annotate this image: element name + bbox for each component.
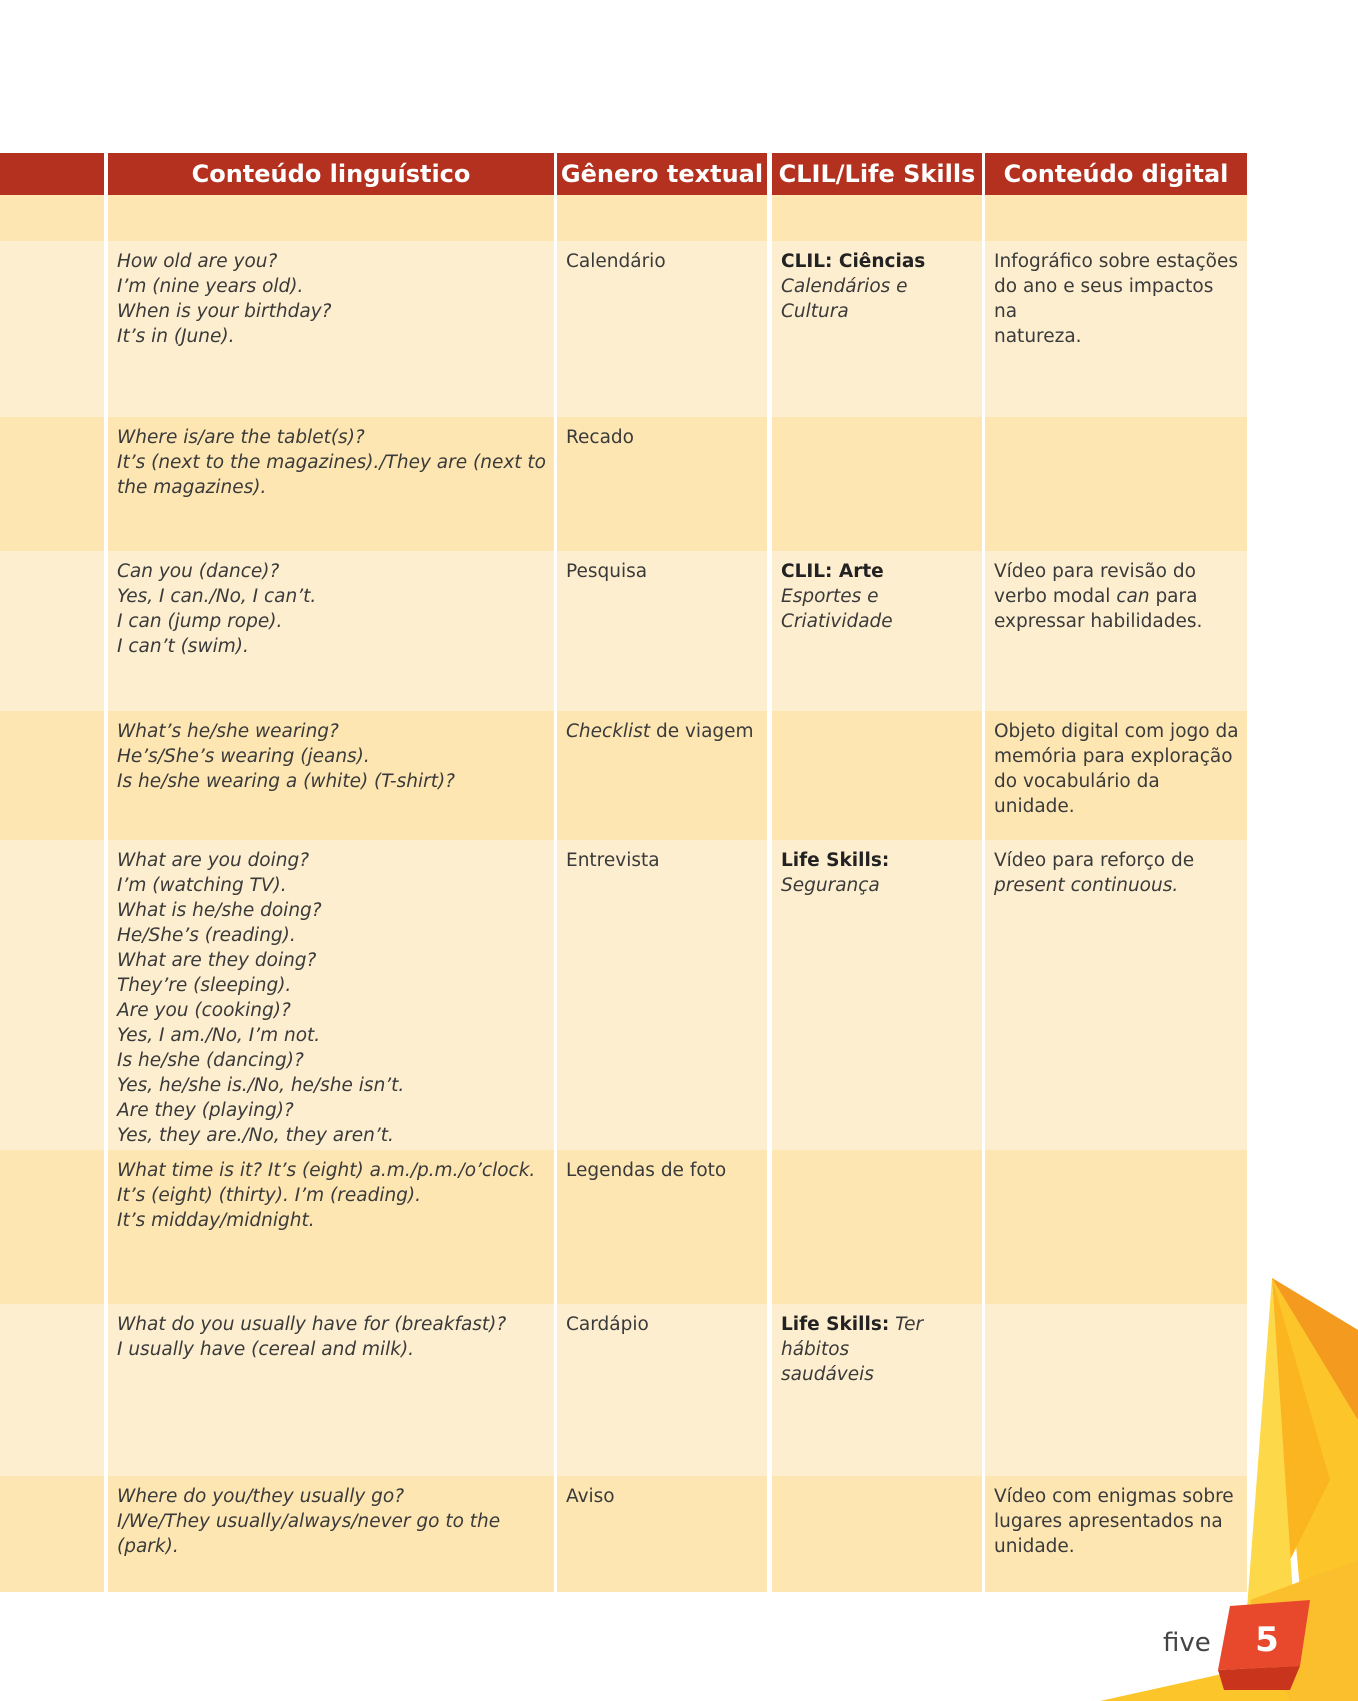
linguistic-line: Are you (cooking)? (117, 1000, 291, 1021)
row-label-cell (0, 241, 104, 417)
table-row (0, 195, 1247, 241)
linguistic-line: What time is it? It’s (eight) a.m./p.m./o’clock. (117, 1160, 536, 1181)
genre-cell (557, 1476, 767, 1592)
linguistic-line: I usually have (cereal and milk). (117, 1339, 415, 1360)
linguistic-line: I can (jump rope). (117, 611, 283, 632)
clil-line (781, 609, 974, 634)
linguistic-line: What is he/she doing? (117, 900, 322, 921)
digital-line (994, 769, 1239, 819)
digital-cell (985, 195, 1247, 241)
table-row (0, 840, 1247, 1150)
table-row (0, 241, 1247, 417)
linguistic-line: He’s/She’s wearing (jeans). (117, 746, 370, 767)
curriculum-table (0, 153, 1247, 1592)
linguistic-cell (108, 1476, 554, 1592)
row-label-cell (0, 1476, 104, 1592)
genre-line (566, 249, 759, 274)
linguistic-line: Is he/she (dancing)? (117, 1050, 304, 1071)
genre-cell (557, 1150, 767, 1304)
text-segment: Vídeo com enigmas sobre (994, 1486, 1234, 1507)
genre-line (566, 1312, 759, 1337)
header-cell-digital-content: Conteúdo digital (985, 153, 1247, 195)
table-row (0, 1304, 1247, 1476)
text-segment: Entrevista (566, 850, 660, 871)
linguistic-cell (108, 195, 554, 241)
row-label-cell (0, 711, 104, 840)
digital-cell (985, 840, 1247, 1150)
genre-cell (557, 417, 767, 551)
row-label-cell (0, 195, 104, 241)
text-segment: Infográfico sobre estações (994, 251, 1239, 272)
text-segment: lugares apresentados na (994, 1511, 1223, 1532)
clil-cell (772, 1304, 982, 1476)
digital-line (994, 873, 1239, 898)
digital-line (994, 744, 1239, 769)
linguistic-line: Can you (dance)? (117, 561, 280, 582)
linguistic-line: What’s he/she wearing? (117, 721, 339, 742)
linguistic-line: Where do you/they usually go? (117, 1486, 405, 1507)
text-segment: Life Skills: (781, 850, 890, 871)
genre-cell (557, 1304, 767, 1476)
linguistic-line: Yes, I am./No, I’m not. (117, 1025, 321, 1046)
table-row (0, 417, 1247, 551)
digital-cell (985, 1150, 1247, 1304)
text-segment: Cardápio (566, 1314, 649, 1335)
row-label-cell (0, 417, 104, 551)
linguistic-line: I’m (watching TV). (117, 875, 287, 896)
linguistic-cell (108, 840, 554, 1150)
text-segment: Life Skills: (781, 1314, 890, 1335)
digital-line (994, 719, 1239, 744)
table-row (0, 711, 1247, 840)
linguistic-line: What are they doing? (117, 950, 317, 971)
linguistic-cell (108, 1150, 554, 1304)
genre-line (566, 1158, 759, 1183)
text-segment: unidade. (994, 1536, 1075, 1557)
text-segment: saudáveis (781, 1364, 874, 1385)
clil-cell (772, 1150, 982, 1304)
linguistic-line: Is he/she wearing a (white) (T-shirt)? (117, 771, 456, 792)
text-segment: Checklist (566, 721, 651, 742)
header-cell-linguistic-content: Conteúdo linguístico (108, 153, 554, 195)
linguistic-line: I/We/They usually/always/never go to the (117, 1511, 501, 1532)
text-segment: do ano e seus impactos na (994, 276, 1214, 322)
linguistic-cell (108, 1304, 554, 1476)
text-segment: verbo modal (994, 586, 1117, 607)
linguistic-line: I’m (nine years old). (117, 276, 304, 297)
clil-cell (772, 551, 982, 711)
table-body (0, 195, 1247, 1592)
text-segment: de viagem (650, 721, 754, 742)
clil-line (781, 274, 974, 324)
clil-cell (772, 840, 982, 1150)
genre-cell (557, 195, 767, 241)
clil-line (781, 1312, 974, 1362)
text-segment: expressar habilidades. (994, 611, 1203, 632)
clil-line (781, 1362, 974, 1387)
linguistic-cell (108, 711, 554, 840)
digital-cell (985, 551, 1247, 711)
linguistic-line: Yes, he/she is./No, he/she isn’t. (117, 1075, 405, 1096)
clil-cell (772, 417, 982, 551)
linguistic-line: When is your birthday? (117, 301, 332, 322)
page-word: five (1163, 1628, 1211, 1658)
text-segment: Vídeo para revisão do (994, 561, 1196, 582)
row-label-cell (0, 1304, 104, 1476)
digital-line (994, 274, 1239, 324)
genre-line (566, 848, 759, 873)
row-label-cell (0, 551, 104, 711)
text-segment: CLIL: Ciências (781, 251, 926, 272)
text-segment: Criatividade (781, 611, 893, 632)
text-segment: CLIL: Arte (781, 561, 884, 582)
genre-cell (557, 711, 767, 840)
header-cell-text-genre: Gênero textual (557, 153, 767, 195)
clil-line (781, 584, 974, 609)
table-row (0, 1150, 1247, 1304)
text-segment: do vocabulário da unidade. (994, 771, 1160, 817)
digital-line (994, 324, 1239, 349)
linguistic-line: Yes, I can./No, I can’t. (117, 586, 317, 607)
text-segment: Calendários e Cultura (781, 276, 908, 322)
clil-line (781, 848, 974, 898)
header-cell-clil-life-skills: CLIL/Life Skills (772, 153, 982, 195)
linguistic-cell (108, 417, 554, 551)
table-header-row (0, 153, 1247, 195)
digital-line (994, 848, 1239, 873)
text-segment: natureza. (994, 326, 1082, 347)
genre-line (566, 719, 759, 744)
text-segment: Ter hábitos (781, 1314, 924, 1360)
digital-cell (985, 417, 1247, 551)
linguistic-line: Yes, they are./No, they aren’t. (117, 1125, 394, 1146)
linguistic-cell (108, 551, 554, 711)
linguistic-line: Where is/are the tablet(s)? (117, 427, 365, 448)
genre-cell (557, 840, 767, 1150)
clil-line (781, 249, 974, 274)
text-segment: Recado (566, 427, 634, 448)
linguistic-line: It’s (next to the magazines)./They are (next to (117, 452, 546, 473)
digital-cell (985, 711, 1247, 840)
digital-cell (985, 1476, 1247, 1592)
linguistic-line: the magazines). (117, 477, 267, 498)
linguistic-line: I can’t (swim). (117, 636, 249, 657)
text-segment: Pesquisa (566, 561, 648, 582)
linguistic-line: They’re (sleeping). (117, 975, 292, 996)
linguistic-line: It’s in (June). (117, 326, 235, 347)
clil-cell (772, 1476, 982, 1592)
genre-line (566, 425, 759, 450)
digital-line (994, 559, 1239, 584)
digital-line (994, 1534, 1239, 1559)
genre-cell (557, 551, 767, 711)
text-segment: Legendas de foto (566, 1160, 727, 1181)
linguistic-line: Are they (playing)? (117, 1100, 294, 1121)
digital-line (994, 1484, 1239, 1509)
linguistic-line: What do you usually have for (breakfast)? (117, 1314, 507, 1335)
genre-line (566, 559, 759, 584)
text-segment: para (1149, 586, 1198, 607)
digital-cell (985, 241, 1247, 417)
linguistic-line: It’s midday/midnight. (117, 1210, 315, 1231)
genre-cell (557, 241, 767, 417)
linguistic-line: It’s (eight) (thirty). I’m (reading). (117, 1185, 422, 1206)
row-label-cell (0, 840, 104, 1150)
table-row (0, 551, 1247, 711)
linguistic-line: (park). (117, 1536, 179, 1557)
digital-line (994, 584, 1239, 609)
text-segment: Calendário (566, 251, 666, 272)
digital-line (994, 249, 1239, 274)
text-segment: Esportes e (781, 586, 879, 607)
genre-line (566, 1484, 759, 1509)
row-label-cell (0, 1150, 104, 1304)
clil-cell (772, 241, 982, 417)
text-segment: can (1116, 586, 1150, 607)
text-segment: Aviso (566, 1486, 615, 1507)
table-row (0, 1476, 1247, 1592)
text-segment: present continuous. (994, 875, 1179, 896)
clil-cell (772, 711, 982, 840)
page-number: 5 (1255, 1620, 1279, 1660)
digital-cell (985, 1304, 1247, 1476)
linguistic-line: What are you doing? (117, 850, 310, 871)
linguistic-line: How old are you? (117, 251, 278, 272)
digital-line (994, 1509, 1239, 1534)
text-segment: memória para exploração (994, 746, 1233, 767)
clil-cell (772, 195, 982, 241)
header-cell (0, 153, 104, 195)
linguistic-cell (108, 241, 554, 417)
text-segment: Objeto digital com jogo da (994, 721, 1239, 742)
text-segment: Segurança (781, 875, 880, 896)
text-segment: Vídeo para reforço de (994, 850, 1195, 871)
digital-line (994, 609, 1239, 634)
clil-line (781, 559, 974, 584)
linguistic-line: He/She’s (reading). (117, 925, 296, 946)
